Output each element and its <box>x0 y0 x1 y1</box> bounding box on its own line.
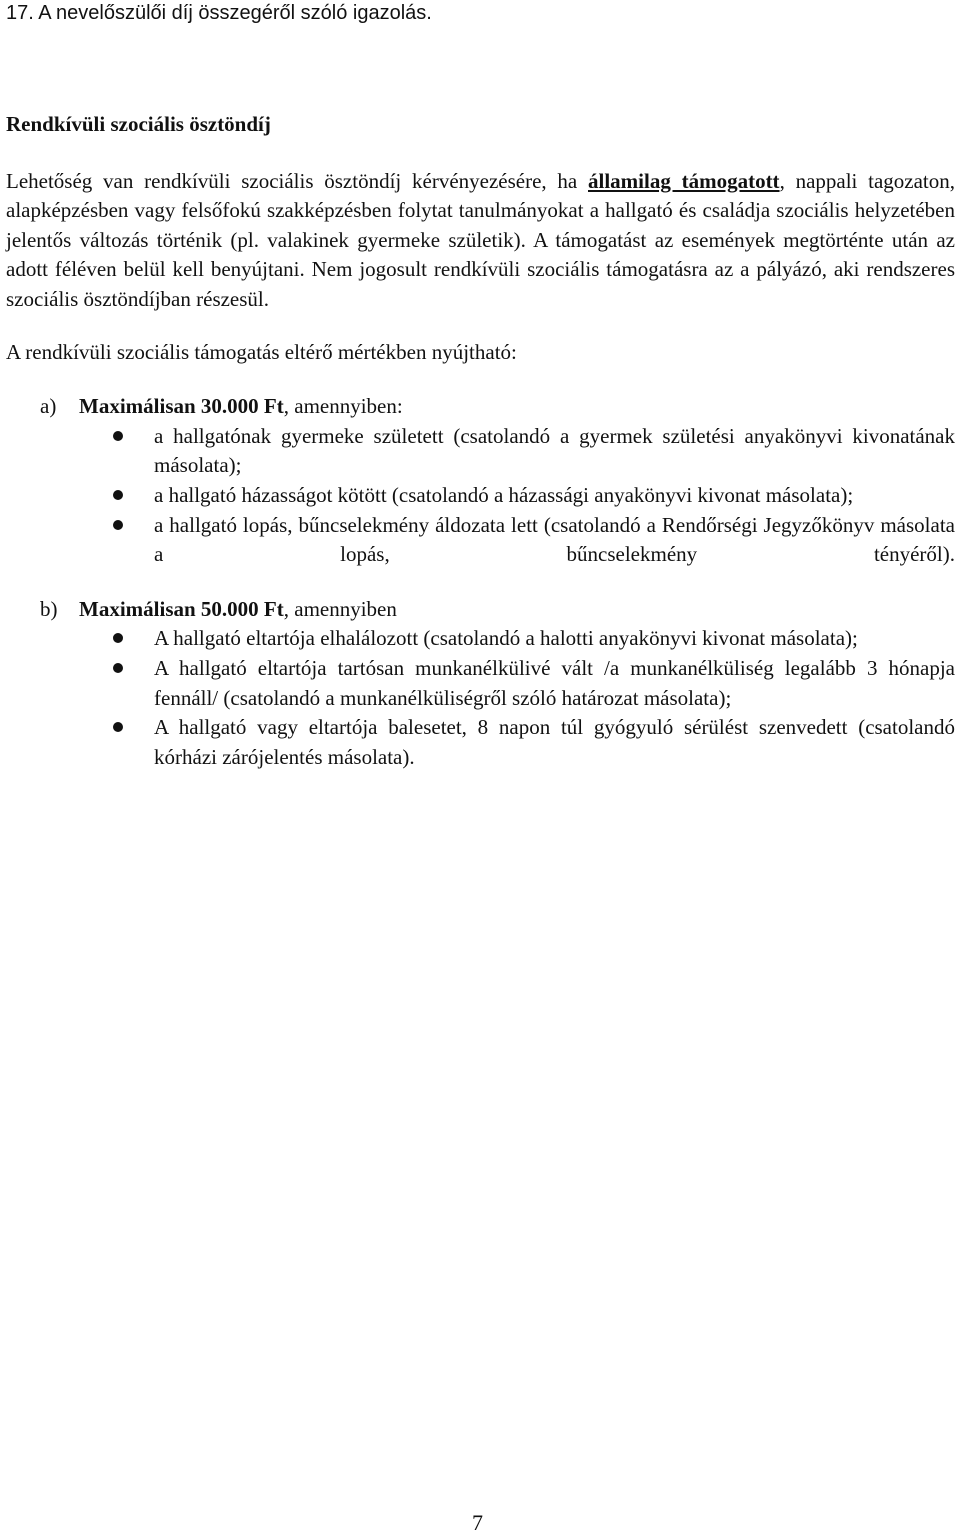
bullet-icon <box>113 633 123 643</box>
bullet-icon <box>113 431 123 441</box>
section-a-title <box>6 392 955 422</box>
list-item <box>6 422 955 481</box>
list-item-text: a hallgató házasságot kötött (csatolandó a házassági anyakönyvi kivonat másolata); <box>154 482 854 507</box>
section-a-suffix: , amennyiben: <box>283 394 403 419</box>
section-heading: Rendkívüli szociális ösztöndíj <box>6 112 271 136</box>
list-item <box>6 713 955 772</box>
paragraph-text-pre: Lehetőség van rendkívüli szociális ösztöndíj kérvényezésére, ha <box>6 168 588 193</box>
list-item <box>6 624 955 654</box>
list-item <box>6 481 955 511</box>
list-item-text: a hallgatónak gyermeke született (csatolandó a gyermek születési anyakönyvi kivonatának másolata); <box>154 423 955 478</box>
section-b-title <box>6 595 955 625</box>
document-content <box>6 110 955 772</box>
state-funded-emphasis: államilag támogatott <box>588 168 780 193</box>
section-a-label: a) <box>40 394 57 419</box>
section-b-amount: Maximálisan 50.000 Ft <box>79 596 284 621</box>
list-item <box>6 511 955 570</box>
bullet-icon <box>113 520 123 530</box>
list-item-text: A hallgató eltartója tartósan munkanélkülivé vált /a munkanélküliség legalább 3 hónapja fennáll/ (csatolandó a munkanélküliségről szóló határozat másolata); <box>154 655 955 710</box>
section-b-suffix: , amennyiben <box>283 596 397 621</box>
bullet-icon <box>113 663 123 673</box>
section-b-list <box>6 624 955 772</box>
list-item-text: a hallgató lopás, bűncselekmény áldozata lett (csatolandó a Rendőrségi Jegyzőkönyv másolata a lopás, bűncselekmény tényéről). <box>154 512 955 567</box>
section-a-list <box>6 422 955 570</box>
list-item-text: A hallgató eltartója elhalálozott (csatolandó a halotti anyakönyvi kivonat másolata); <box>154 626 858 651</box>
bullet-icon <box>113 722 123 732</box>
section-a-amount: Maximálisan 30.000 Ft <box>79 394 284 419</box>
page-number: 7 <box>472 1510 483 1535</box>
section-b-label: b) <box>40 596 58 621</box>
support-intro: A rendkívüli szociális támogatás eltérő mértékben nyújtható: <box>6 339 517 364</box>
list-item-text: A hallgató vagy eltartója balesetet, 8 napon túl gyógyuló sérülést szenvedett (csatolandó kórházi zárójelentés másolata). <box>154 715 955 769</box>
paragraph-text-post: , nappali tagozaton, alapképzésben vagy felsőfokú szakképzésben folytat tanulmányokat a hallgató és családja szociális helyzetében jelentős változás történik (pl. valakinek gyermeke születik). A támogatást az események megtörténte után az adott féléven belül kell benyújtani. Nem jogosult rendkívüli szociális támogatásra az a pályázó, aki rendszeres szociális ösztöndíjban részesül. <box>6 168 956 311</box>
header-line: 17. A nevelőszülői díj összegéről szóló igazolás. <box>6 2 432 24</box>
bullet-icon <box>113 490 123 500</box>
list-item <box>6 654 955 713</box>
paragraph-eligibility <box>6 167 955 315</box>
